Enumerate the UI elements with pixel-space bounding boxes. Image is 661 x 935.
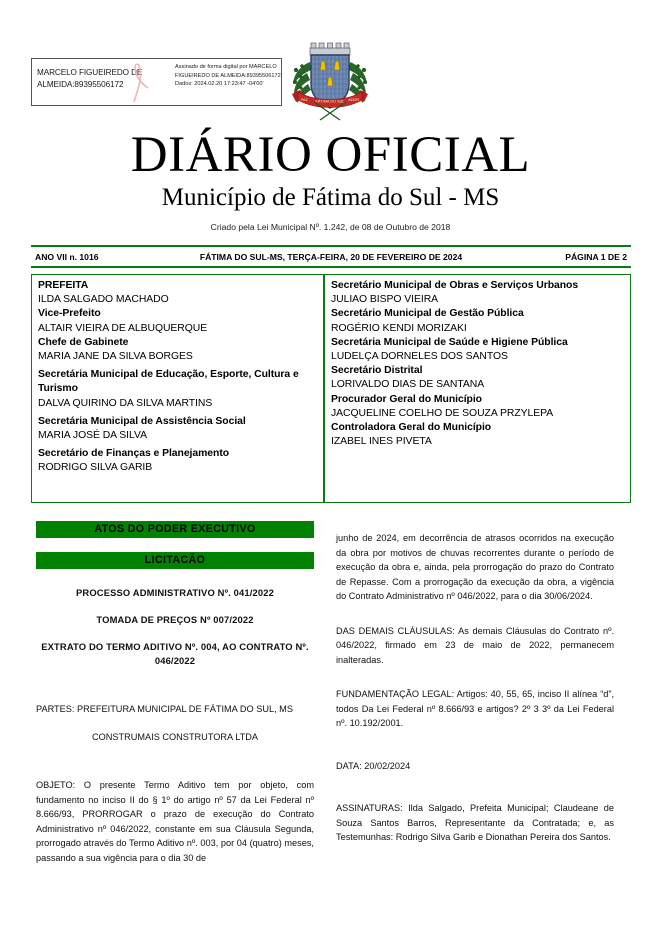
official-person: MARIA JANE DA SILVA BORGES bbox=[38, 351, 193, 363]
spacer bbox=[36, 717, 314, 730]
partes-paragraph: PARTES: PREFEITURA MUNICIPAL DE FÁTIMA DO SUL, MS bbox=[36, 704, 293, 714]
official-person: LUDELÇA DORNELES DOS SANTOS bbox=[331, 351, 508, 363]
assinaturas-paragraph: ASSINATURAS: Ilda Salgado, Prefeita Municipal; Claudeane de Souza Santos Barros, Representante da Contratada; e, as Testemunhas: Rodrigo Silva Garib e Dionathan Pereira dos Santos. bbox=[336, 803, 614, 842]
officials-table-divider bbox=[323, 275, 325, 502]
crest-ribbon-right: AMOR bbox=[348, 98, 359, 102]
content-column-left bbox=[36, 586, 314, 865]
official-role: Secretário Municipal de Obras e Serviços Urbanos bbox=[331, 280, 579, 291]
section-banner-licitacao: LICITACÃO bbox=[36, 552, 314, 569]
spacer bbox=[336, 667, 614, 687]
das-demais-clausulas-paragraph: DAS DEMAIS CLÁUSULAS: As demais Cláusulas do Contrato nº. 046/2022, firmado em 23 de maio de 2022, permanecem inalteradas. bbox=[336, 625, 614, 665]
spacer bbox=[336, 731, 614, 759]
digital-signature-box bbox=[31, 58, 282, 106]
official-role: Secretário de Finanças e Planejamento bbox=[38, 448, 230, 460]
contratada-name: CONSTRUMAIS CONSTRUTORA LTDA bbox=[91, 731, 259, 742]
official-role: Chefe de Gabinete bbox=[38, 336, 129, 348]
fundamentacao-legal-paragraph: FUNDAMENTAÇÃO LEGAL: Artigos: 40, 55, 65, inciso II alínea “d”, todos Da Lei Federal nº 8.666/93 e artigos? 2º 3 3º da Lei Federal nº. 10.192/2001. bbox=[336, 689, 614, 728]
edition-number: ANO VII n. 1016 bbox=[35, 252, 99, 262]
tomada-de-precos-heading: TOMADA DE PREÇOS Nº 007/2022 bbox=[96, 614, 254, 625]
officials-table bbox=[31, 274, 631, 503]
spacer bbox=[336, 604, 614, 624]
official-person: JULIAO BISPO VIEIRA bbox=[331, 294, 439, 306]
official-person: DALVA QUIRINO DA SILVA MARTINS bbox=[38, 397, 213, 409]
officials-column-right bbox=[331, 279, 623, 449]
official-person: JACQUELINE COELHO DE SOUZA PRZYLEPA bbox=[331, 407, 554, 419]
official-role: Secretária Municipal de Saúde e Higiene Pública bbox=[331, 336, 568, 348]
signature-details: Assinado de forma digital por MARCELO FIGUEIREDO DE ALMEIDA:89395506172 Dados: 2024.02.20 17:23:47 -04'00' bbox=[175, 64, 281, 88]
officials-column-left bbox=[38, 279, 318, 476]
official-role: Vice-Prefeito bbox=[38, 308, 101, 320]
official-person: IZABEL INES PIVETA bbox=[331, 436, 432, 448]
official-person: RODRIGO SILVA GARIB bbox=[38, 462, 153, 474]
content-column-right bbox=[336, 531, 614, 845]
creation-law-line: Criado pela Lei Municipal Nº. 1.242, de 08 de Outubro de 2018 bbox=[210, 222, 451, 232]
section-banner-atos-poder-executivo: ATOS DO PODER EXECUTIVO bbox=[36, 521, 314, 538]
signature-signer-name: MARCELO FIGUEIREDO DE ALMEIDA:89395506172 bbox=[37, 68, 143, 89]
official-person: ROGÉRIO KENDI MORIZAKI bbox=[331, 322, 467, 334]
official-role: Secretário Distrital bbox=[331, 365, 423, 377]
header-rule-bottom bbox=[31, 266, 631, 268]
spacer bbox=[36, 668, 314, 702]
official-role: Secretária Municipal de Educação, Esporte, Cultura e Turismo bbox=[38, 369, 299, 395]
crest-ribbon-left: PAZ bbox=[301, 98, 308, 102]
spacer bbox=[336, 773, 614, 801]
spacer bbox=[36, 600, 314, 613]
header-rule-top bbox=[31, 245, 631, 247]
official-role: Controladora Geral do Município bbox=[331, 422, 492, 434]
municipal-coat-of-arms-icon bbox=[288, 40, 372, 122]
data-line: DATA: 20/02/2024 bbox=[336, 760, 411, 771]
official-role: PREFEITA bbox=[38, 280, 89, 291]
spacer bbox=[36, 744, 314, 778]
objeto-paragraph: OBJETO: O presente Termo Aditivo tem por objeto, com fundamento no inciso II do § 1º do artigo nº 57 da Lei Federal nº 8.666/93, PRORROGAR o prazo de execução do Contrato Administrativo nº 046/2022, constante em sua Cláusula Segunda, prorrogado através do Termo Aditivo nº. 003, por 04 (quatro) meses, passando a sua vigência para o dia 30 de bbox=[36, 780, 314, 863]
edition-info-bar bbox=[31, 249, 631, 265]
page-subtitle: Município de Fátima do Sul - MS bbox=[161, 184, 500, 211]
spacer bbox=[36, 627, 314, 640]
processo-administrativo-heading: PROCESSO ADMINISTRATIVO Nº. 041/2022 bbox=[76, 587, 274, 598]
official-role: Procurador Geral do Município bbox=[331, 393, 482, 405]
objeto-continuation-paragraph: junho de 2024, em decorrência de atrasos ocorridos na execução da obra por motivos de chuvas recorrentes durante o período de execução da obra e, ainda, pela prorrogação do prazo do Contrato de Repasse. Com a prorrogação da execução da obra, a vigência do Contrato Administrativo nº 046/2022, para o dia 30/06/2024. bbox=[336, 533, 614, 601]
page-number: PÁGINA 1 DE 2 bbox=[565, 252, 627, 262]
extrato-termo-aditivo-heading: EXTRATO DO TERMO ADITIVO Nº. 004, AO CONTRATO Nº. 046/2022 bbox=[41, 641, 309, 666]
official-person: LORIVALDO DIAS DE SANTANA bbox=[331, 379, 485, 391]
official-role: Secretária Municipal de Assistência Social bbox=[38, 415, 246, 427]
official-role: Secretário Municipal de Gestão Pública bbox=[331, 308, 524, 320]
official-person: MARIA JOSÉ DA SILVA bbox=[38, 430, 147, 442]
crest-ribbon-center: FÁTIMA DO SUL bbox=[315, 99, 345, 104]
official-person: ALTAIR VIEIRA DE ALBUQUERQUE bbox=[38, 322, 208, 334]
official-person: ILDA SALGADO MACHADO bbox=[38, 294, 169, 306]
page-title: DIÁRIO OFICIAL bbox=[130, 127, 531, 183]
edition-date: FÁTIMA DO SUL-MS, TERÇA-FEIRA, 20 DE FEVEREIRO DE 2024 bbox=[199, 252, 463, 262]
